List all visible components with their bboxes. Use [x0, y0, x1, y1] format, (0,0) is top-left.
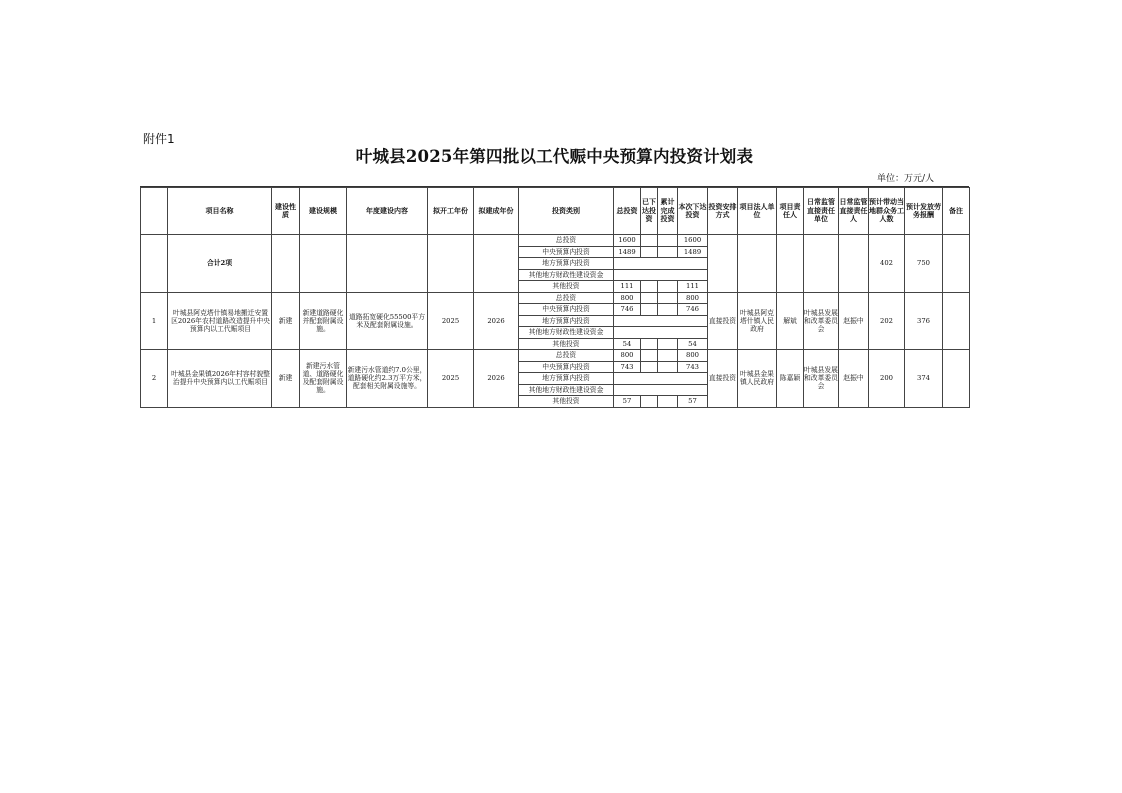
- invest-type-cell: 中央预算内投资: [519, 361, 614, 373]
- header-issued: 已下达投资: [641, 188, 658, 235]
- header-invest-type: 投资类别: [519, 188, 614, 235]
- project-leader: 解斌: [777, 292, 804, 350]
- completed-invest-cell: [658, 361, 678, 373]
- total-invest-cell: 743: [614, 361, 641, 373]
- issued-invest-cell: [641, 246, 658, 258]
- project-pay: 376: [905, 292, 943, 350]
- header-total: 总投资: [614, 188, 641, 235]
- invest-type-cell: 其他地方财政性建设资金: [519, 327, 614, 339]
- project-no: 1: [141, 292, 168, 350]
- project-remark: [943, 350, 970, 408]
- summary-empty-content: [347, 235, 428, 293]
- completed-invest-cell: [658, 235, 678, 247]
- header-nature: 建设性质: [272, 188, 300, 235]
- unit-label: 单位：万元/人: [877, 174, 935, 184]
- invest-type-cell: 地方预算内投资: [519, 373, 614, 385]
- summary-empty-supervise-person: [839, 235, 869, 293]
- project-row: [141, 350, 970, 362]
- invest-type-cell: 总投资: [519, 235, 614, 247]
- summary-empty-nature: [272, 235, 300, 293]
- total-invest-cell: 800: [614, 292, 641, 304]
- current-invest-cell: 54: [678, 338, 708, 350]
- invest-type-cell: 其他投资: [519, 396, 614, 408]
- summary-pay: 750: [905, 235, 943, 293]
- issued-invest-cell: [641, 292, 658, 304]
- invest-type-cell: 总投资: [519, 292, 614, 304]
- issued-invest-cell: [641, 396, 658, 408]
- project-name: 叶城县金果镇2026年村容村貌整治提升中央预算内以工代赈项目: [168, 350, 272, 408]
- completed-invest-cell: [658, 292, 678, 304]
- completed-invest-cell: [658, 396, 678, 408]
- issued-invest-cell: [641, 338, 658, 350]
- project-start-year: 2025: [428, 292, 474, 350]
- header-end-year: 拟建成年份: [474, 188, 519, 235]
- project-leader: 陈嘉颖: [777, 350, 804, 408]
- project-jobs: 200: [869, 350, 905, 408]
- header-method: 投资安排方式: [708, 188, 738, 235]
- header-start-year: 拟开工年份: [428, 188, 474, 235]
- other-local-merged-cell: [614, 269, 708, 281]
- completed-invest-cell: [658, 281, 678, 293]
- project-nature: 新建: [272, 350, 300, 408]
- header-content: 年度建设内容: [347, 188, 428, 235]
- project-method: 直接投资: [708, 350, 738, 408]
- current-invest-cell: 1600: [678, 235, 708, 247]
- header-legal-unit: 项目法人单位: [738, 188, 777, 235]
- current-invest-cell: 57: [678, 396, 708, 408]
- local-budget-merged-cell: [614, 373, 708, 385]
- total-invest-cell: 1600: [614, 235, 641, 247]
- issued-invest-cell: [641, 304, 658, 316]
- current-invest-cell: 111: [678, 281, 708, 293]
- summary-label: 合计2项: [168, 235, 272, 293]
- total-invest-cell: 800: [614, 350, 641, 362]
- project-pay: 374: [905, 350, 943, 408]
- invest-type-cell: 其他地方财政性建设资金: [519, 269, 614, 281]
- invest-type-cell: 总投资: [519, 350, 614, 362]
- summary-empty-supervise-unit: [804, 235, 839, 293]
- local-budget-merged-cell: [614, 258, 708, 270]
- header-name: 项目名称: [168, 188, 272, 235]
- project-method: 直接投资: [708, 292, 738, 350]
- total-invest-cell: 111: [614, 281, 641, 293]
- total-invest-cell: 746: [614, 304, 641, 316]
- project-end-year: 2026: [474, 292, 519, 350]
- project-scale: 新建道路硬化并配套附属设施。: [300, 292, 347, 350]
- completed-invest-cell: [658, 338, 678, 350]
- summary-empty-method: [708, 235, 738, 293]
- investment-plan-table: [140, 187, 970, 408]
- invest-type-cell: 其他地方财政性建设资金: [519, 384, 614, 396]
- current-invest-cell: 743: [678, 361, 708, 373]
- project-content: 新建污水管道约7.0公里，道路硬化约2.3万平方米，配套相关附属设施等。: [347, 350, 428, 408]
- invest-type-cell: 地方预算内投资: [519, 315, 614, 327]
- invest-type-cell: 中央预算内投资: [519, 246, 614, 258]
- header-supervise-person: 日常监管直接责任人: [839, 188, 869, 235]
- project-name: 叶城县阿克塔什镇易地搬迁安置区2026年农村道路改造提升中央预算内以工代赈项目: [168, 292, 272, 350]
- project-remark: [943, 292, 970, 350]
- summary-no-cell: [141, 235, 168, 293]
- attachment-label: 附件1: [143, 132, 175, 146]
- header-supervise-unit: 日常监管直接责任单位: [804, 188, 839, 235]
- summary-jobs: 402: [869, 235, 905, 293]
- project-content: 道路拓宽硬化55500平方米及配套附属设施。: [347, 292, 428, 350]
- completed-invest-cell: [658, 350, 678, 362]
- summary-row: [141, 235, 970, 247]
- project-supervise-person: 赵振中: [839, 350, 869, 408]
- issued-invest-cell: [641, 350, 658, 362]
- local-budget-merged-cell: [614, 315, 708, 327]
- issued-invest-cell: [641, 235, 658, 247]
- project-legal-unit: 叶城县金果镇人民政府: [738, 350, 777, 408]
- summary-empty-scale: [300, 235, 347, 293]
- summary-empty-legal-unit: [738, 235, 777, 293]
- current-invest-cell: 800: [678, 350, 708, 362]
- other-local-merged-cell: [614, 384, 708, 396]
- header-remark: 备注: [943, 188, 970, 235]
- summary-remark: [943, 235, 970, 293]
- issued-invest-cell: [641, 281, 658, 293]
- project-supervise-person: 赵振中: [839, 292, 869, 350]
- project-legal-unit: 叶城县阿克塔什镇人民政府: [738, 292, 777, 350]
- project-nature: 新建: [272, 292, 300, 350]
- header-pay: 预计发放劳务报酬: [905, 188, 943, 235]
- issued-invest-cell: [641, 361, 658, 373]
- project-jobs: 202: [869, 292, 905, 350]
- project-no: 2: [141, 350, 168, 408]
- project-scale: 新建污水管道、道路硬化及配套附属设施。: [300, 350, 347, 408]
- invest-type-cell: 中央预算内投资: [519, 304, 614, 316]
- summary-empty-end-year: [474, 235, 519, 293]
- project-end-year: 2026: [474, 350, 519, 408]
- current-invest-cell: 746: [678, 304, 708, 316]
- other-local-merged-cell: [614, 327, 708, 339]
- header-completed: 累计完成投资: [658, 188, 678, 235]
- summary-empty-start-year: [428, 235, 474, 293]
- current-invest-cell: 1489: [678, 246, 708, 258]
- page-title: 叶城县2025年第四批以工代赈中央预算内投资计划表: [355, 147, 754, 166]
- completed-invest-cell: [658, 246, 678, 258]
- invest-type-cell: 其他投资: [519, 281, 614, 293]
- project-supervise-unit: 叶城县发展和改革委员会: [804, 350, 839, 408]
- current-invest-cell: 800: [678, 292, 708, 304]
- total-invest-cell: 1489: [614, 246, 641, 258]
- summary-empty-leader: [777, 235, 804, 293]
- header-scale: 建设规模: [300, 188, 347, 235]
- project-supervise-unit: 叶城县发展和改革委员会: [804, 292, 839, 350]
- project-row: [141, 292, 970, 304]
- header-jobs: 预计带动当地群众务工人数: [869, 188, 905, 235]
- header-current: 本次下达投资: [678, 188, 708, 235]
- header-row: [141, 188, 970, 235]
- header-leader: 项目责任人: [777, 188, 804, 235]
- project-start-year: 2025: [428, 350, 474, 408]
- total-invest-cell: 54: [614, 338, 641, 350]
- header-no: [141, 188, 168, 235]
- completed-invest-cell: [658, 304, 678, 316]
- invest-type-cell: 其他投资: [519, 338, 614, 350]
- invest-type-cell: 地方预算内投资: [519, 258, 614, 270]
- total-invest-cell: 57: [614, 396, 641, 408]
